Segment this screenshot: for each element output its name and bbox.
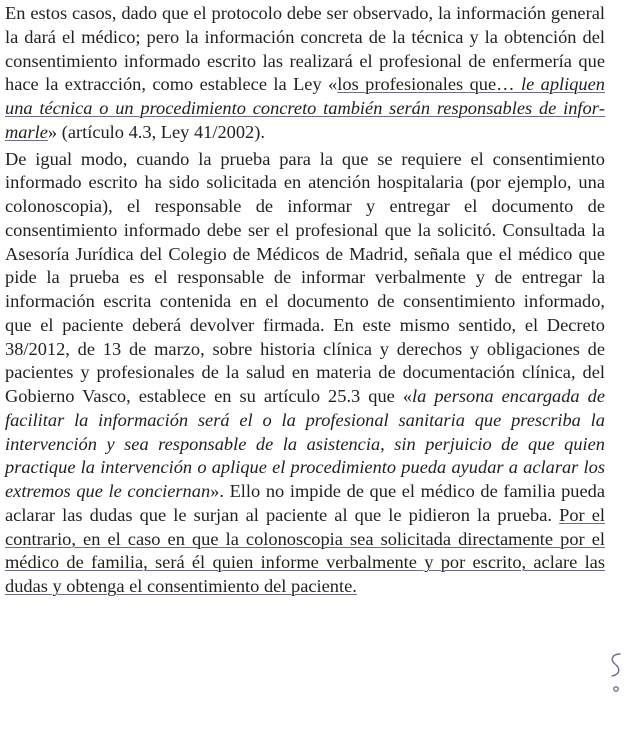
underlined-conclusion: Por el contrario, en el caso en que la colonoscopia sea solicitada directamente por el médico de familia, será él quien informe verbalmente y por escrito, aclare las dudas y obtenga el consentimiento del paciente. [5, 504, 605, 596]
paragraph-2-continuation: ». Ello no impide de que el médico de familia pueda aclarar las dudas que le surjan al paciente al que le pidieron la prueba. [5, 481, 605, 525]
underlined-citation: los profesionales que… [337, 74, 515, 95]
paragraph-1 [5, 2, 605, 145]
paragraph-2-text: De igual modo, cuando la prueba para la que se requiere el consentimiento informado escrito ha sido solicitada en atención hospitalaria (por ejemplo, una colonoscopia), el responsable de informar y entregar el documento de consentimiento informado debe ser el profesional que la solicitó. Consultada la Asesoría Jurídica del Colegio de Médicos de Madrid, señala que el médico que pide la prueba es el responsable de informar verbalmente y de entregar la información escrita contenida en el documento de consentimiento informado, que el paciente deberá devolver firmada. En este mismo sentido, el Decreto 38/2012, de 13 de marzo, sobre historia clínica y derechos y obligaciones de pacientes y profesionales de la salud en materia de documentación clínica, del Gobierno Vasco, establece en su artículo 25.3 que « [5, 148, 605, 406]
handwritten-s-mark-icon [606, 652, 626, 696]
legal-reference: » (artículo 4.3, Ley 41/2002). [47, 121, 265, 142]
underlined-italic-quote: le apliquen una técnica o un procedimiento concreto también serán responsables de informarle [5, 74, 605, 142]
document-page [5, 2, 605, 735]
paragraph-2 [5, 148, 605, 599]
italic-decree-quote: la persona encargada de facilitar la información será el o la profesional sanitaria que prescriba la intervención y sea responsable de la asistencia, sin perjuicio de que quien practique la intervención o aplique el procedimiento pueda ayudar a aclarar los extremos que le conciernan [5, 386, 605, 501]
paragraph-1-text: En estos casos, dado que el protocolo debe ser observado, la información general la dará el médico; pero la información concreta de la técnica y la obtención del consentimiento informado escrito las realizará el profesional de enfermería que hace la extracción, como establece la Ley « [5, 3, 605, 95]
